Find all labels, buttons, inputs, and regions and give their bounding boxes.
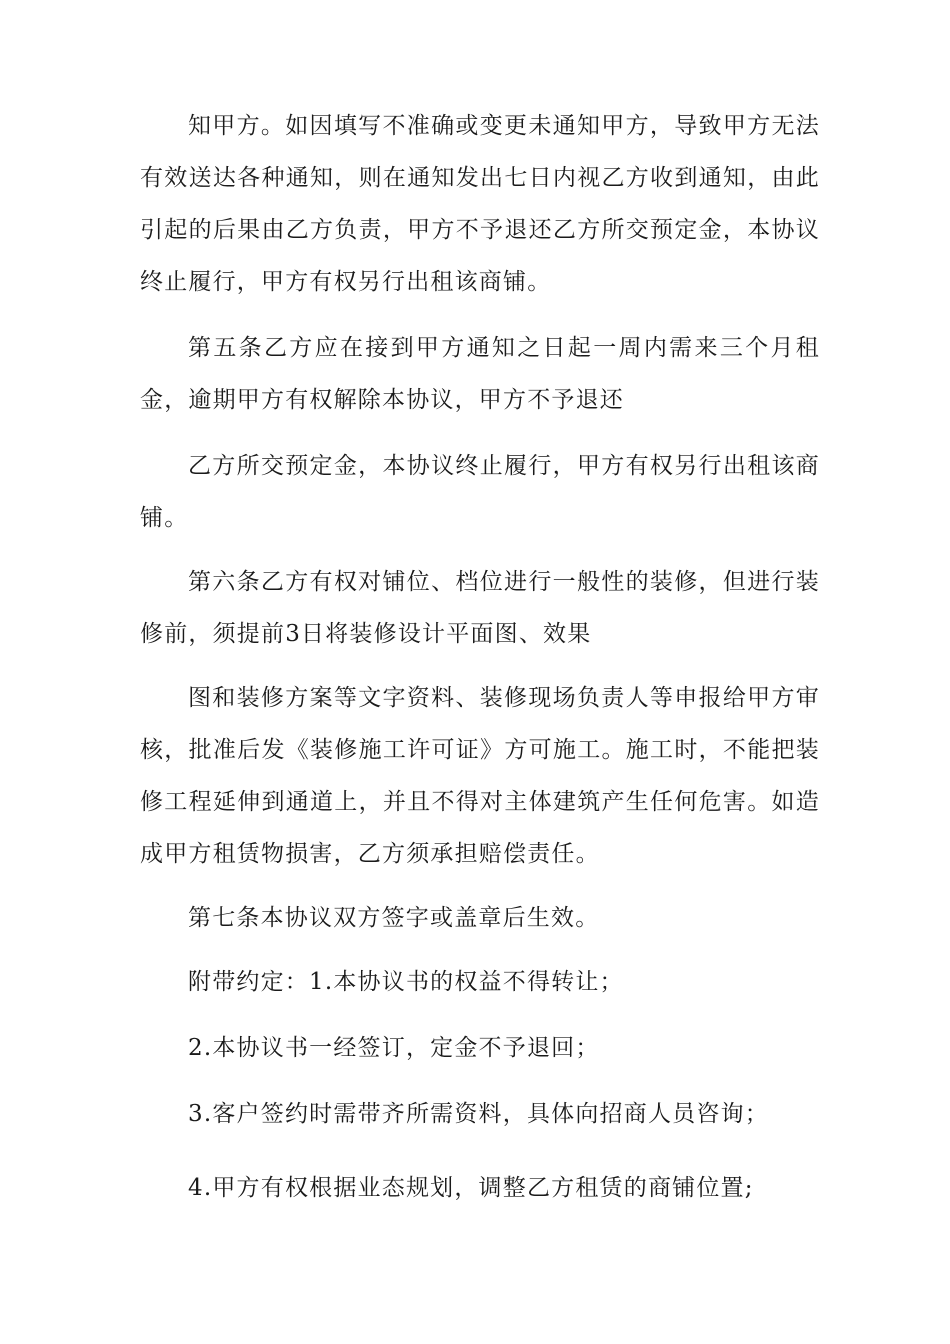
paragraph-article-7: 第七条本协议双方签字或盖章后生效。 — [188, 905, 600, 931]
paragraph-article-5: 第五条乙方应在接到甲方通知之日起一周内需来三个月租金，逾期甲方有权解除本协议，甲方不予退还 — [140, 335, 820, 413]
paragraph-supplementary-4: 4.甲方有权根据业态规划，调整乙方租赁的商铺位置; — [188, 1175, 754, 1201]
paragraph-article-6-continuation: 图和装修方案等文字资料、装修现场负责人等申报给甲方审核，批准后发《装修施工许可证》方可施工。施工时，不能把装修工程延伸到通道上，并且不得对主体建筑产生任何危害。如造成甲方租赁物损害，乙方须承担赔偿责任。 — [140, 685, 820, 867]
paragraph-notice-continuation: 知甲方。如因填写不准确或变更未通知甲方，导致甲方无法有效送达各种通知，则在通知发出七日内视乙方收到通知，由此引起的后果由乙方负责，甲方不予退还乙方所交预定金，本协议终止履行，甲方有权另行出租该商铺。 — [140, 113, 820, 295]
paragraph-supplementary-1: 附带约定：1.本协议书的权益不得转让； — [188, 969, 624, 995]
paragraph-supplementary-3: 3.客户签约时需带齐所需资料，具体向招商人员咨询； — [188, 1101, 769, 1127]
paragraph-article-6: 第六条乙方有权对铺位、档位进行一般性的装修，但进行装修前，须提前3日将装修设计平面图、效果 — [140, 569, 820, 647]
paragraph-supplementary-2: 2.本协议书一经签订，定金不予退回； — [188, 1035, 600, 1061]
paragraph-article-5-continuation: 乙方所交预定金，本协议终止履行，甲方有权另行出租该商铺。 — [140, 453, 820, 531]
